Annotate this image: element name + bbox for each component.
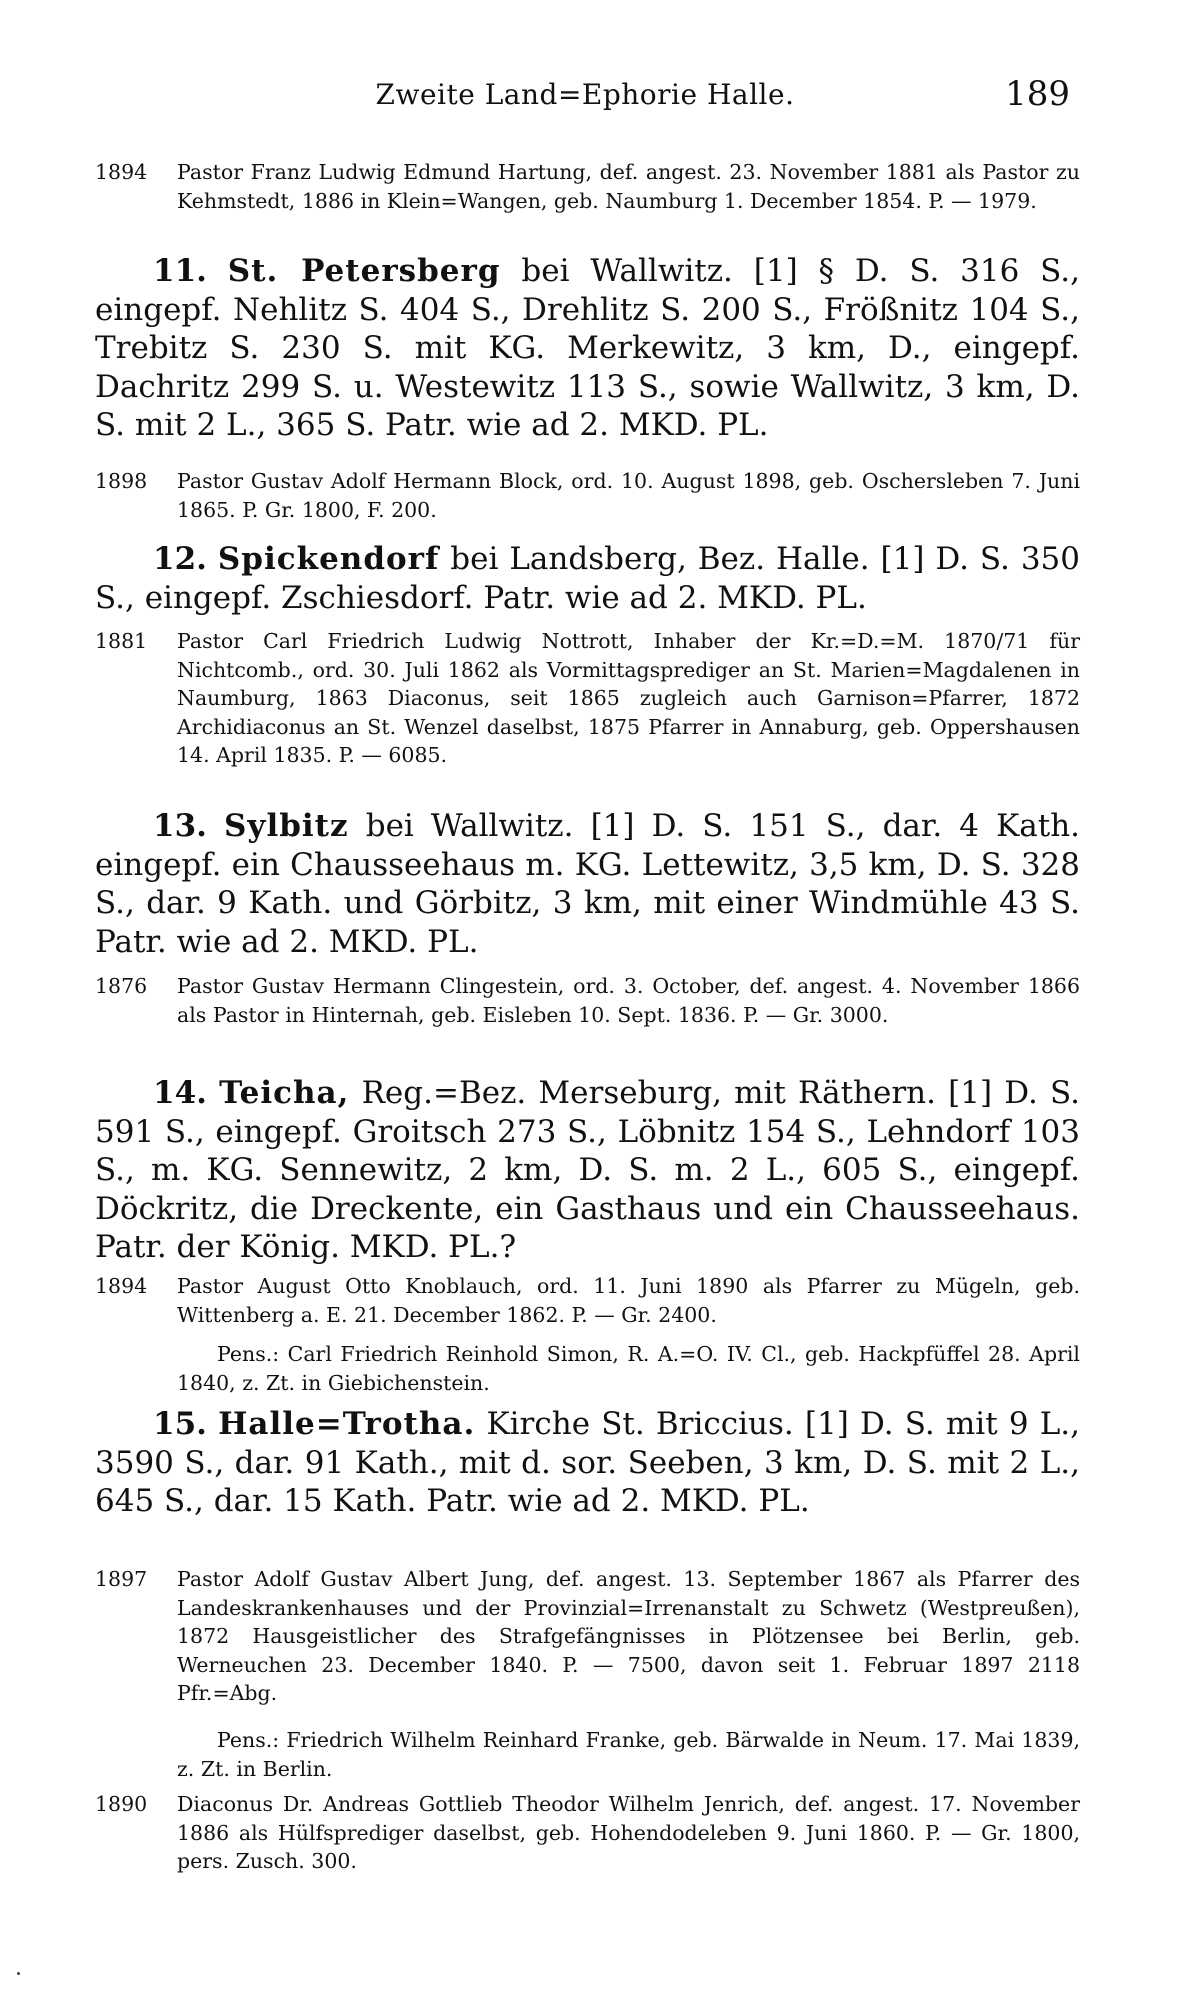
parish-number: 11. xyxy=(153,253,207,289)
margin-dot xyxy=(17,1972,20,1975)
entry-text: Diaconus Dr. Andreas Gottlieb Theodor Wilhelm Jenrich, def. angest. 17. November 1886 als Hülfsprediger daselbst, geb. Hohendodeleben 9. Juni 1860. P. — Gr. 1800, pers. Zusch. 300. xyxy=(177,1792,1080,1873)
entry-text: Pastor Adolf Gustav Albert Jung, def. angest. 13. September 1867 als Pfarrer des Landeskrankenhauses und der Provinzial=Irrenanstalt zu Schwetz (Westpreußen), 1872 Hausgeistlicher des Strafgefängnisses in Plötzensee bei Berlin, geb. Werneuchen 23. December 1840. P. — 7500, davon seit 1. Februar 1897 2118 Pfr.=Abg. xyxy=(177,1567,1080,1705)
entry-year: 1898 xyxy=(95,469,148,493)
parish-entry xyxy=(95,1074,1080,1267)
parish-entry xyxy=(95,807,1080,961)
entry-year: 1894 xyxy=(95,1274,148,1298)
parish-text: bei Wallwitz. [1] § D. S. 316 S., eingepf. Nehlitz S. 404 S., Drehlitz S. 200 S., Frößnitz 104 S., Trebitz S. 230 S. mit KG. Merkewitz, 3 km, D., eingepf. Dachritz 299 S. u. Westewitz 113 S., sowie Wallwitz, 3 km, D. S. mit 2 L., 365 S. Patr. wie ad 2. MKD. PL. xyxy=(95,253,1081,443)
parish-name: St. Petersberg xyxy=(227,253,501,289)
page-number: 189 xyxy=(1005,74,1070,114)
entry-year: 1876 xyxy=(95,974,148,998)
pastor-entry xyxy=(95,1272,1080,1329)
parish-name: Spickendorf xyxy=(217,541,440,577)
entry-text: Pastor August Otto Knoblauch, ord. 11. Juni 1890 als Pfarrer zu Mügeln, geb. Wittenberg a. E. 21. December 1862. P. — Gr. 2400. xyxy=(177,1274,1080,1327)
pastor-entry xyxy=(95,467,1080,524)
pastor-entry xyxy=(95,1790,1080,1876)
pastor-entry xyxy=(95,1565,1080,1708)
pastor-entry xyxy=(95,972,1080,1029)
entry-year: 1894 xyxy=(95,160,148,184)
parish-text: Kirche St. Briccius. [1] D. S. mit 9 L., 3590 S., dar. 91 Kath., mit d. sor. Seeben, 3 km, D. S. mit 2 L., 645 S., dar. 15 Kath. Patr. wie ad 2. MKD. PL. xyxy=(95,1406,1081,1519)
parish-text: Reg.=Bez. Merseburg, mit Räthern. [1] D. S. 591 S., eingepf. Groitsch 273 S., Löbnitz 154 S., Lehndorf 103 S., m. KG. Sennewitz, 2 km, D. S. m. 2 L., 605 S., eingepf. Döckritz, die Dreckente, ein Gasthaus und ein Chausseehaus. Patr. der König. MKD. PL.? xyxy=(95,1075,1080,1265)
entry-text: Pastor Franz Ludwig Edmund Hartung, def. angest. 23. November 1881 als Pastor zu Kehmstedt, 1886 in Klein=Wangen, geb. Naumburg 1. December 1854. P. — 1979. xyxy=(177,160,1080,213)
parish-number: 15. xyxy=(153,1406,207,1442)
parish-name: Halle=Trotha. xyxy=(218,1406,476,1442)
entry-text: Pastor Gustav Adolf Hermann Block, ord. 10. August 1898, geb. Oschersleben 7. Juni 1865. P. Gr. 1800, F. 200. xyxy=(177,469,1080,522)
entry-text: Pastor Carl Friedrich Ludwig Nottrott, Inhaber der Kr.=D.=M. 1870/71 für Nichtcomb., ord. 30. Juli 1862 als Vormittagsprediger an St. Marien=Magdalenen in Naumburg, 1863 Diaconus, seit 1865 zugleich auch Garnison=Pfarrer, 1872 Archidiaconus an St. Wenzel daselbst, 1875 Pfarrer in Annaburg, geb. Oppershausen 14. April 1835. P. — 6085. xyxy=(177,629,1080,767)
pension-entry xyxy=(95,1340,1080,1397)
entry-year: 1881 xyxy=(95,629,148,653)
pastor-entry xyxy=(95,627,1080,770)
pastor-entry xyxy=(95,158,1080,215)
pension-entry xyxy=(95,1726,1080,1783)
parish-entry xyxy=(95,252,1080,445)
parish-number: 13. xyxy=(153,808,207,844)
parish-text: bei Landsberg, Bez. Halle. [1] D. S. 350 S., eingepf. Zschiesdorf. Patr. wie ad 2. MKD. PL. xyxy=(95,541,1080,616)
entry-year: 1890 xyxy=(95,1792,148,1816)
running-title: Zweite Land=Ephorie Halle. xyxy=(375,78,795,111)
entry-text: Pastor Gustav Hermann Clingestein, ord. 3. October, def. angest. 4. November 1866 als Pastor in Hinternah, geb. Eisleben 10. Sept. 1836. P. — Gr. 3000. xyxy=(177,974,1080,1027)
parish-entry xyxy=(95,540,1080,617)
parish-name: Teicha, xyxy=(219,1075,350,1111)
entry-text: Pens.: Friedrich Wilhelm Reinhard Franke, geb. Bärwalde in Neum. 17. Mai 1839, z. Zt. in Berlin. xyxy=(177,1728,1080,1781)
parish-entry xyxy=(95,1405,1080,1521)
page-header xyxy=(95,74,1075,118)
parish-text: bei Wallwitz. [1] D. S. 151 S., dar. 4 Kath. eingepf. ein Chausseehaus m. KG. Lettewitz, 3,5 km, D. S. 328 S., dar. 9 Kath. und Görbitz, 3 km, mit einer Windmühle 43 S. Patr. wie ad 2. MKD. PL. xyxy=(95,808,1081,960)
parish-number: 12. xyxy=(153,541,207,577)
entry-text: Pens.: Carl Friedrich Reinhold Simon, R. A.=O. IV. Cl., geb. Hackpfüffel 28. April 1840, z. Zt. in Giebichenstein. xyxy=(177,1342,1080,1395)
parish-number: 14. xyxy=(153,1075,207,1111)
entry-year: 1897 xyxy=(95,1567,148,1591)
parish-name: Sylbitz xyxy=(224,808,349,844)
